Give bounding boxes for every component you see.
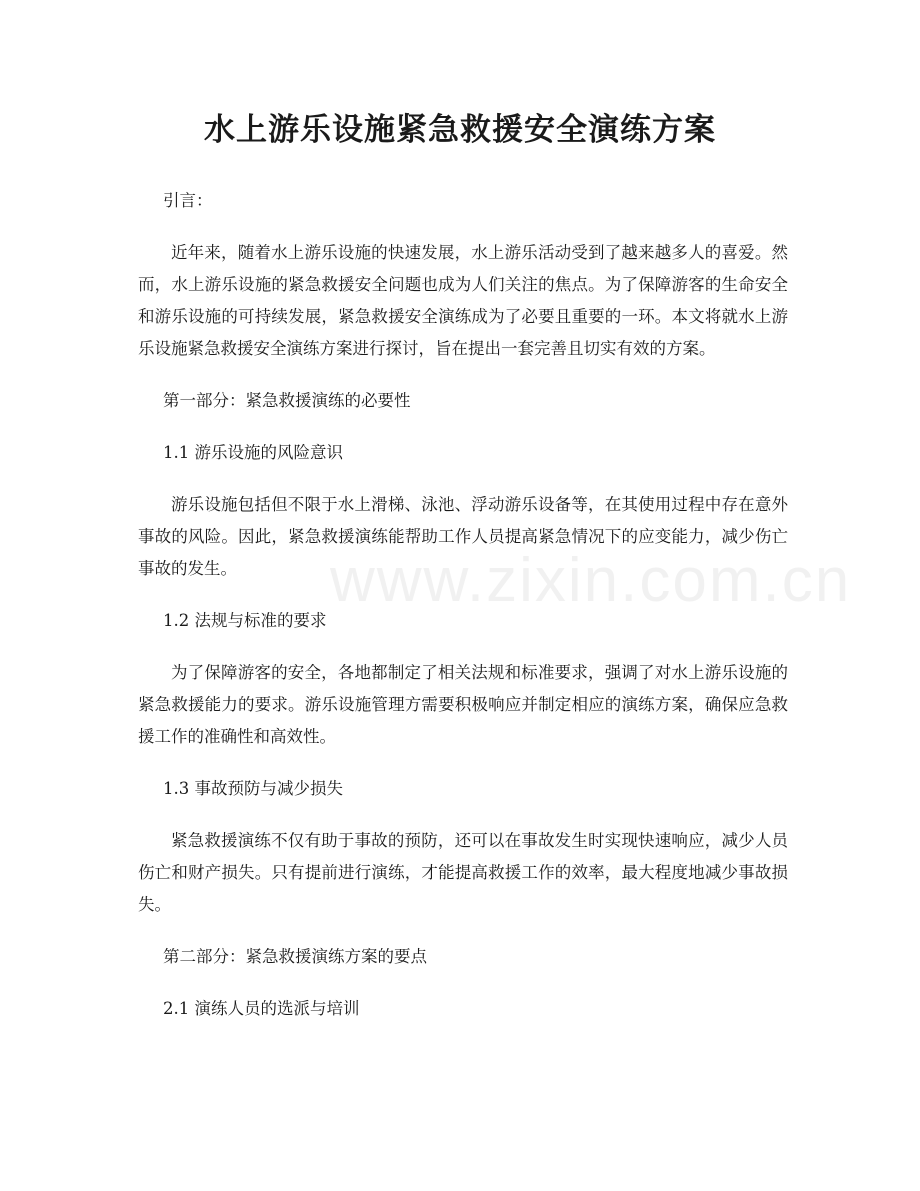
section-1-3-heading: 1.3 事故预防与减少损失: [163, 779, 343, 798]
document-title: 水上游乐设施紧急救援安全演练方案: [204, 112, 716, 148]
part-one-heading: 第一部分：紧急救援演练的必要性: [163, 391, 411, 410]
watermark: www.zixin.com.cn: [330, 546, 852, 615]
intro-heading: 引言：: [163, 191, 213, 210]
section-1-2-paragraph: 为了保障游客的安全，各地都制定了相关法规和标准要求，强调了对水上游乐设施的紧急救援能力的要求。游乐设施管理方需要积极响应并制定相应的演练方案，确保应急救援工作的准确性和高效性。: [138, 663, 788, 746]
section-1-2-heading: 1.2 法规与标准的要求: [163, 611, 327, 630]
part-two-heading: 第二部分：紧急救援演练方案的要点: [163, 947, 427, 966]
document-body: [138, 185, 788, 1025]
section-1-1-paragraph: 游乐设施包括但不限于水上滑梯、泳池、浮动游乐设备等，在其使用过程中存在意外事故的风险。因此，紧急救援演练能帮助工作人员提高紧急情况下的应变能力，减少伤亡事故的发生。: [138, 495, 788, 578]
section-1-1-heading: 1.1 游乐设施的风险意识: [163, 443, 343, 462]
section-1-3-paragraph: 紧急救援演练不仅有助于事故的预防，还可以在事故发生时实现快速响应，减少人员伤亡和财产损失。只有提前进行演练，才能提高救援工作的效率，最大程度地减少事故损失。: [138, 831, 788, 914]
intro-paragraph: 近年来，随着水上游乐设施的快速发展，水上游乐活动受到了越来越多人的喜爱。然而，水上游乐设施的紧急救援安全问题也成为人们关注的焦点。为了保障游客的生命安全和游乐设施的可持续发展，紧急救援安全演练成为了必要且重要的一环。本文将就水上游乐设施紧急救援安全演练方案进行探讨，旨在提出一套完善且切实有效的方案。: [138, 243, 788, 358]
section-2-1-heading: 2.1 演练人员的选派与培训: [163, 999, 360, 1018]
